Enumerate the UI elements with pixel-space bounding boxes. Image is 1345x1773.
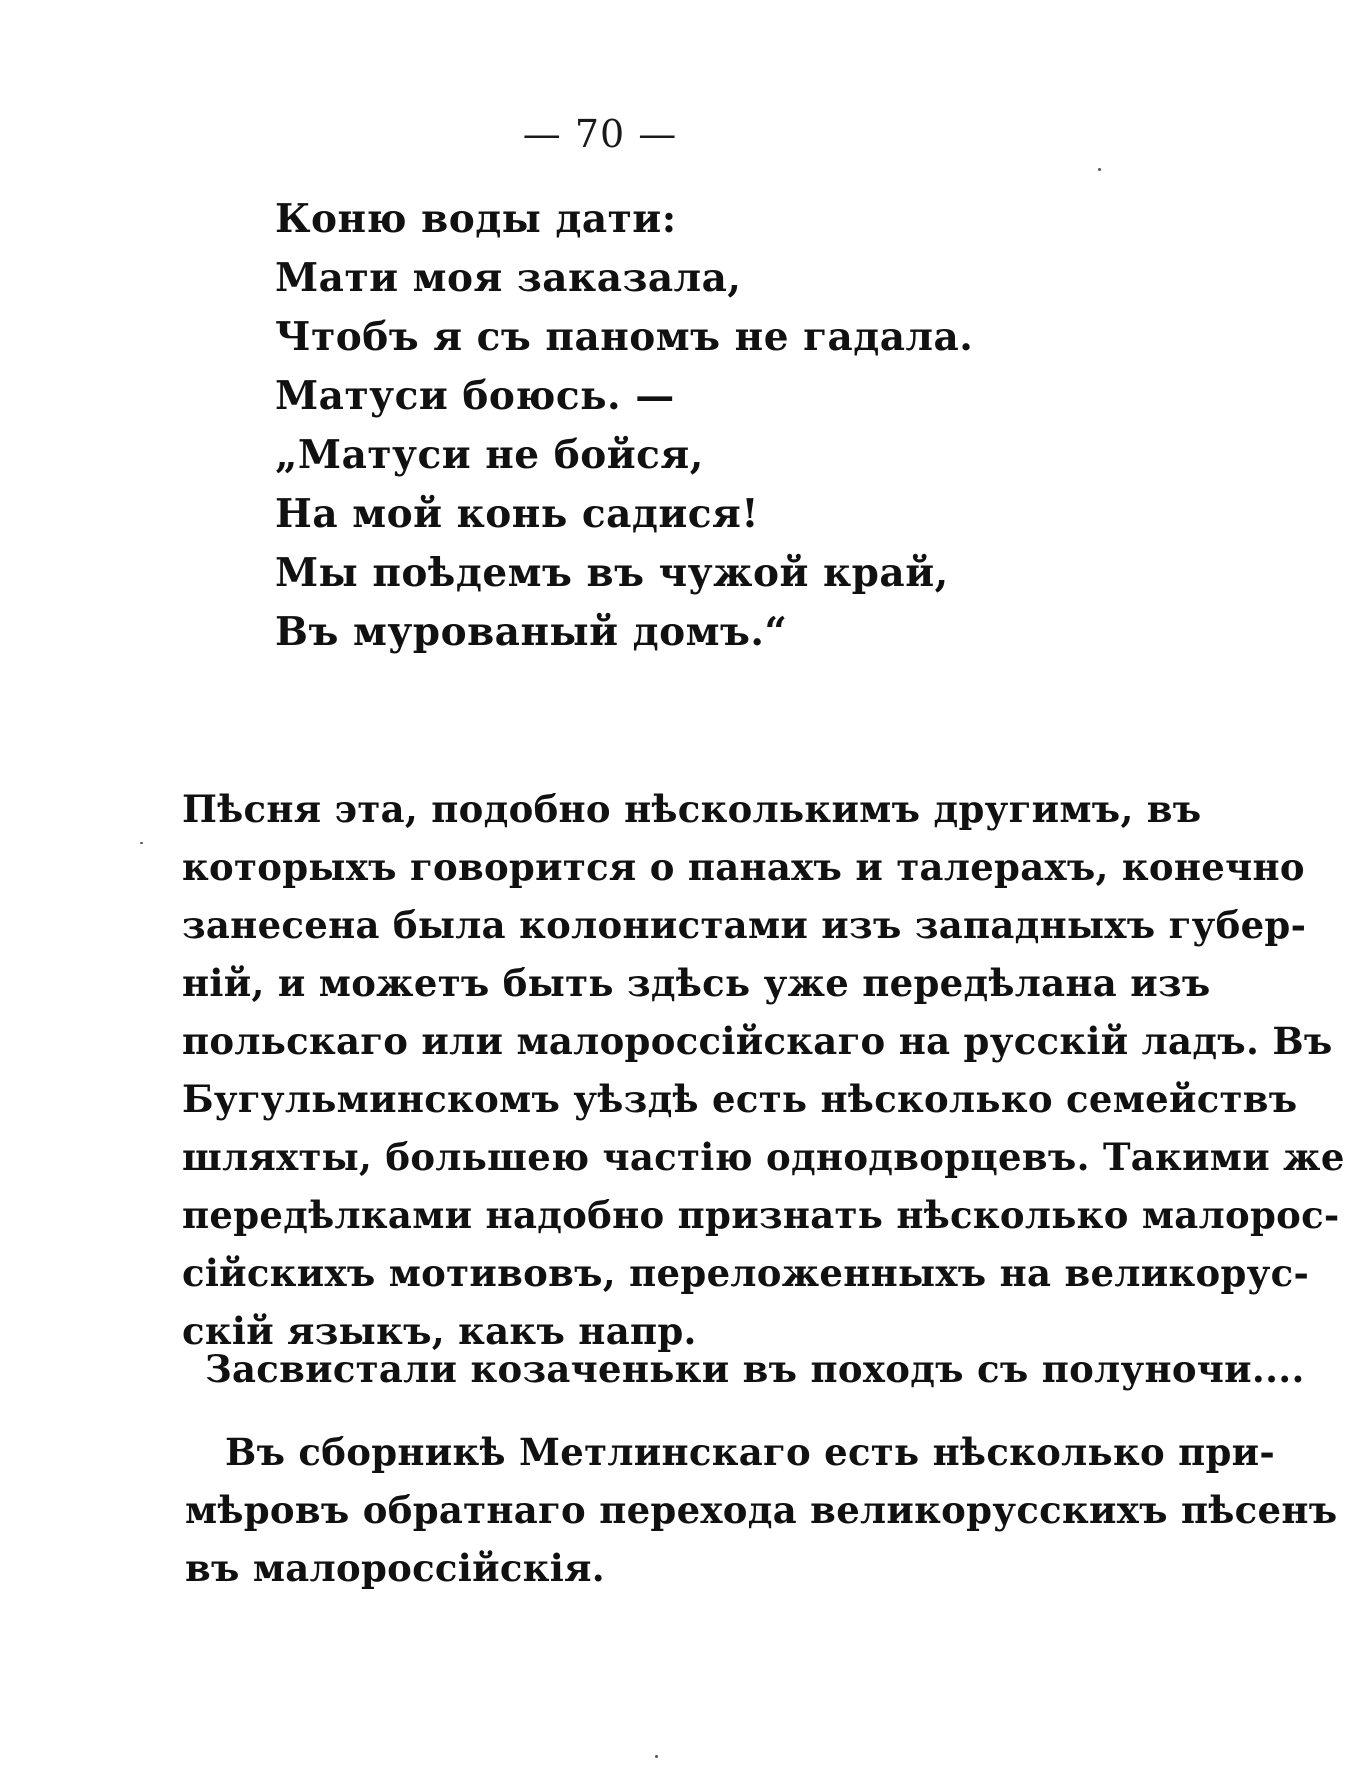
poem-line: Матуси боюсь. —: [275, 373, 675, 419]
scan-speck: [655, 1755, 658, 1758]
poem-stanza: [275, 190, 975, 662]
scan-speck: [140, 842, 143, 844]
paragraph-line: Пѣсня эта, подобно нѣсколькимъ другимъ, въ: [182, 787, 1202, 831]
closing-paragraph: [185, 1423, 1338, 1597]
poem-line: Мати моя заказала,: [275, 255, 742, 301]
poem-line: На мой конь садися!: [275, 491, 759, 537]
paragraph-line: которыхъ говорится о панахъ и талерахъ, конечно: [182, 845, 1305, 889]
poem-line: Въ мурованый домъ.“: [275, 609, 788, 655]
paragraph-line: занесена была колонистами изъ западныхъ губер-: [182, 903, 1307, 947]
poem-line: „Матуси не бойся,: [275, 432, 704, 478]
paragraph-line: мѣровъ обратнаго перехода великорусскихъ пѣсенъ: [185, 1488, 1338, 1532]
paragraph-line: польскаго или малороссійскаго на русскій ладъ. Въ: [182, 1019, 1333, 1063]
scan-speck: [1098, 168, 1101, 171]
paragraph-line: передѣлками надобно признать нѣсколько малорос-: [182, 1193, 1340, 1237]
paragraph-line: Въ сборникѣ Метлинскаго есть нѣсколько при-: [225, 1430, 1276, 1474]
paragraph-line: шляхты, большею частію однодворцевъ. Такими же: [182, 1135, 1345, 1179]
paragraph-line: Бугульминскомъ уѣздѣ есть нѣсколько семействъ: [182, 1077, 1298, 1121]
paragraph-line: скій языкъ, какъ напр.: [182, 1309, 697, 1353]
page-number: — 70 —: [522, 112, 678, 156]
song-quote: Засвистали козаченьки въ походъ съ полуночи....: [205, 1347, 1305, 1391]
paragraph-line: въ малороссійскія.: [185, 1546, 605, 1590]
poem-line: Коню воды дати:: [275, 196, 677, 242]
poem-line: Мы поѣдемъ въ чужой край,: [275, 550, 949, 596]
poem-line: Чтобъ я съ паномъ не гадала.: [275, 314, 974, 360]
paragraph-line: ній, и можетъ быть здѣсь уже передѣлана изъ: [182, 961, 1211, 1005]
paragraph-line: сійскихъ мотивовъ, переложенныхъ на великорус-: [182, 1251, 1310, 1295]
commentary-paragraph: [182, 780, 1345, 1360]
